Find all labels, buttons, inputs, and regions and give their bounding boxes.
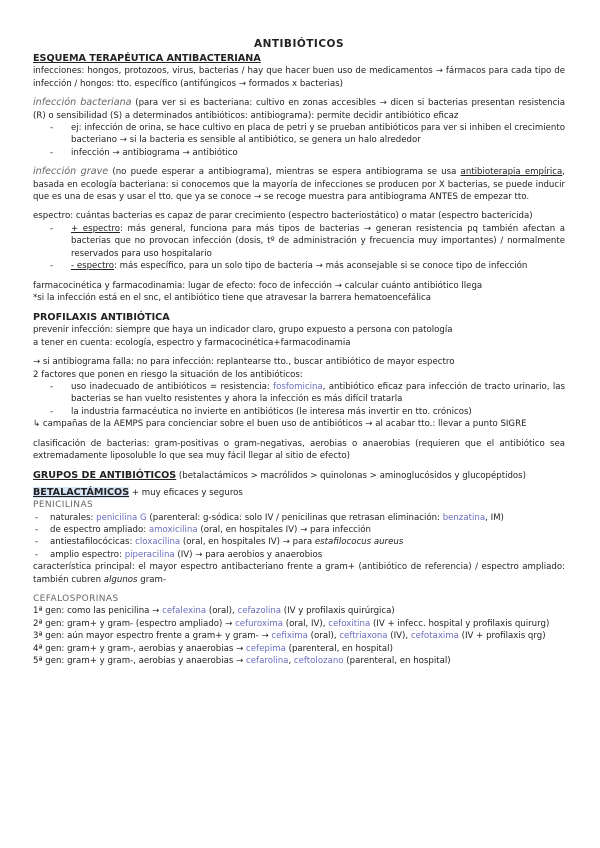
drug-name: ceftriaxona bbox=[339, 631, 388, 642]
generacion-line: 1ª gen: como las penicilina → cefalexina (oral), cefazolina (IV y profilaxis quirúrgica) bbox=[33, 606, 395, 617]
antibioterapia-empirica-term: antibioterapia empírica bbox=[460, 167, 563, 178]
list-item: - ej: infección de orina, se hace cultivo en placa de petri y se prueban antibióticos para ver si inhiben el crecimiento bacteriano → si la bacteria es sensible al antibiótico, se genera un halo alrededor bbox=[50, 122, 565, 147]
espectro-intro: espectro: cuántas bacterias es capaz de parar crecimiento (espectro bacteriostático) o matar (espectro bactericida) bbox=[33, 211, 533, 222]
document-page bbox=[33, 38, 565, 667]
grave-label: infección grave bbox=[33, 166, 109, 178]
list-item: - la industria farmacéutica no invierte en antibióticos (le interesa más invertir en tto. crónicos) bbox=[50, 406, 565, 418]
document-title: ANTIBIÓTICOS bbox=[253, 38, 345, 50]
snc-note: *si la infección está en el snc, el antibiótico tiene que atravesar la barrera hematoencefálica bbox=[33, 292, 431, 303]
profilaxis-line: prevenir infección: siempre que haya un indicador claro, grupo expuesto a persona con patología bbox=[33, 325, 453, 336]
esquema-intro: infecciones: hongos, protozoos, virus, bacterias / hay que hacer buen uso de medicamentos → fármacos para cada tipo de infección / hongos: tto. específico (antifúngicos → formados x bacterias) bbox=[33, 66, 565, 89]
drug-name: cefixima bbox=[271, 631, 308, 642]
farmaco-line: farmacocinética y farmacodinamia: lugar de efecto: foco de infección → calcular cuánto antibiótico llega bbox=[33, 280, 483, 291]
drug-name: benzatina bbox=[442, 512, 486, 523]
betalactamicos-heading: BETALACTÁMICOS bbox=[33, 486, 130, 498]
drug-name: ceftolozano bbox=[293, 656, 344, 667]
drug-name: cefalexina bbox=[162, 606, 207, 617]
espectro-list bbox=[33, 223, 565, 273]
list-item: - - espectro: más específico, para un solo tipo de bacteria → más aconsejable si se conoce tipo de infección bbox=[50, 260, 565, 272]
bacteriana-list bbox=[33, 122, 565, 159]
grupos-line: GRUPOS DE ANTIBIÓTICOS (betalactámicos > macrólidos > quinolonas > aminoglucósidos y glucopéptidos) bbox=[33, 470, 526, 482]
list-item: - antiestafilocócicas: cloxacilina (oral, en hospitales IV) → para estafilococus aureus bbox=[33, 536, 565, 548]
profilaxis-line: 2 factores que ponen en riesgo la situación de los antibióticos: bbox=[33, 369, 303, 380]
drug-name: cefuroxima bbox=[235, 618, 283, 629]
profilaxis-heading: PROFILAXIS ANTIBIÓTICA bbox=[33, 312, 170, 324]
generacion-line: 4ª gen: gram+ y gram-, aerobias y anaerobias → cefepima (parenteral, en hospital) bbox=[33, 643, 393, 654]
factores-list bbox=[33, 381, 565, 418]
grave-paragraph: infección grave (no puede esperar a antibiograma), mientras se espera antibiograma se usa antibioterapia empírica, basada en ecología bacteriana: si conocemos que la mayoría de infecciones se producen por X bacterias, se puede inducir que es una de esas y usar el tto. que ya se conoce → se recoge muestra para antibiograma ANTES de empezar tto. bbox=[33, 166, 566, 203]
generacion-line: 3ª gen: aún mayor espectro frente a gram+ y gram- → cefixima (oral), ceftriaxona (IV), cefotaxima (IV + profilaxis qrg) bbox=[33, 631, 546, 642]
generacion-line: 2ª gen: gram+ y gram- (espectro ampliado) → cefuroxima (oral, IV), cefoxitina (IV + infecc. hospital y profilaxis quirurg) bbox=[33, 618, 550, 629]
betalactamicos-line: BETALACTÁMICOS + muy eficaces y seguros bbox=[33, 486, 243, 498]
bacteriana-paragraph: infección bacteriana (para ver si es bacteriana: cultivo en zonas accesibles → dicen si bacterias presentan resistencia (R) o sensibilidad (S) a determinados antibióticos: antibiograma): permite decidir antibiótico eficaz bbox=[33, 97, 565, 121]
drug-name: piperacilina bbox=[124, 549, 175, 560]
list-item: - + espectro: más general, funciona para más tipos de bacterias → generan resistencia pq también afectan a bacterias que no provocan infección (dosis, tº de administración y frecuencia muy importantes) / normalmente reservados para uso hospitalario bbox=[50, 223, 565, 260]
profilaxis-line: → si antibiograma falla: no para infección: replantearse tto., buscar antibiótico de mayor espectro bbox=[33, 357, 455, 368]
grupos-heading: GRUPOS DE ANTIBIÓTICOS bbox=[33, 470, 177, 482]
drug-name: cefotaxima bbox=[410, 631, 459, 642]
list-item: - infección → antibiograma → antibiótico bbox=[50, 147, 565, 159]
clasificacion-paragraph: clasificación de bacterias: gram-positivas o gram-negativas, aerobias o anaerobias (requieren que el antibiótico sea extremadamente liposoluble lo que sea muy fácil llegar al sitio de efecto) bbox=[33, 438, 565, 461]
profilaxis-line: ↳ campañas de la AEMPS para concienciar sobre el buen uso de antibióticos → al acabar tto.: llevar a punto SIGRE bbox=[33, 419, 527, 430]
drug-name: cefazolina bbox=[237, 606, 282, 617]
generacion-line: 5ª gen: gram+ y gram-, aerobias y anaerobias → cefarolina, ceftolozano (parenteral, en hospital) bbox=[33, 656, 451, 667]
drug-name: penicilina G bbox=[96, 512, 147, 523]
drug-name: cefoxitina bbox=[328, 618, 371, 629]
drug-name: amoxicilina bbox=[148, 525, 198, 535]
list-item: - naturales: penicilina G (parenteral: g-sódica: solo IV / penicilinas que retrasan eliminación: benzatina, IM) bbox=[33, 512, 565, 524]
drug-name: fosfomicina bbox=[273, 381, 323, 392]
drug-name: cloxacilina bbox=[135, 537, 181, 548]
drug-name: cefepima bbox=[246, 643, 286, 654]
cefalosporinas-subheading: CEFALOSPORINAS bbox=[33, 594, 119, 605]
esquema-heading: ESQUEMA TERAPÉUTICA ANTIBACTERIANA bbox=[33, 53, 261, 65]
list-item: - de espectro ampliado: amoxicilina (oral, en hospitales IV) → para infección bbox=[33, 524, 565, 536]
penicilinas-list bbox=[33, 512, 565, 562]
list-item: - uso inadecuado de antibióticos = resistencia: fosfomicina, antibiótico eficaz para infección de tracto urinario, las bacterias se han vuelto resistentes y ahora la infección es más difícil tratarla bbox=[50, 381, 565, 406]
list-item: - amplio espectro: piperacilina (IV) → para aerobios y anaerobios bbox=[33, 549, 565, 561]
drug-name: cefarolina bbox=[246, 656, 289, 667]
profilaxis-line: a tener en cuenta: ecología, espectro y farmacocinética+farmacodinamia bbox=[33, 337, 351, 348]
caracteristica-paragraph: característica principal: el mayor espectro antibacteriano frente a gram+ (antibiótico de referencia) / espectro ampliado: también cubren algunos gram- bbox=[33, 562, 565, 585]
penicilinas-subheading: PENICILINAS bbox=[33, 500, 94, 511]
bacteriana-label: infección bacteriana bbox=[33, 97, 132, 109]
